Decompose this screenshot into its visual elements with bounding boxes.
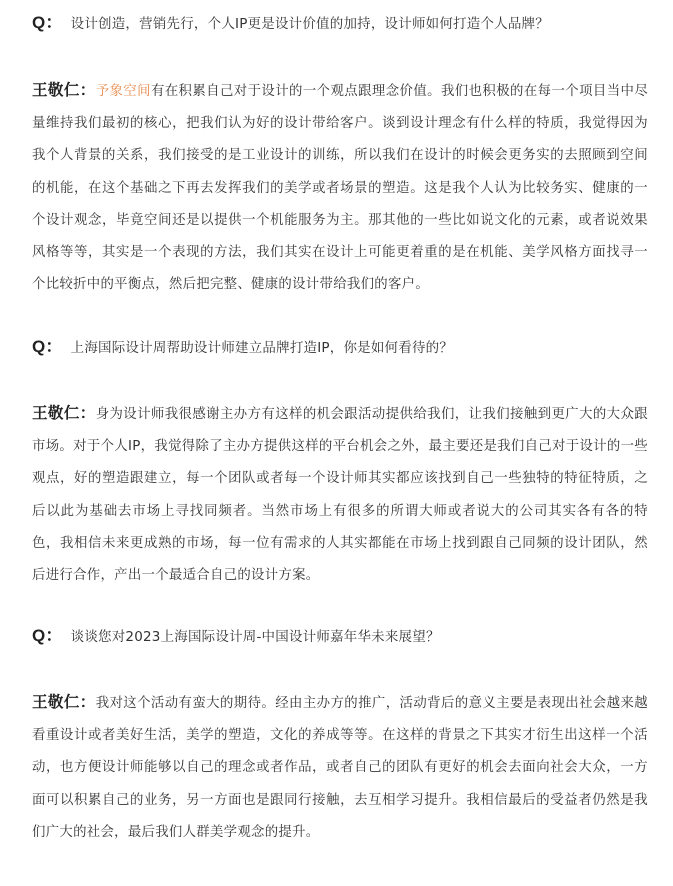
question-marker: Q： — [32, 337, 63, 356]
studio-name-highlight: 予象空间 — [95, 84, 151, 99]
speaker-label: 王敬仁： — [32, 693, 96, 711]
speaker-label: 王敬仁： — [32, 404, 96, 422]
answer-3 — [32, 686, 648, 849]
question-marker: Q： — [32, 13, 63, 32]
answer-1-text: 有在积累自己对于设计的一个观点跟理念价值。我们也积极的在每一个项目当中尽量维持我们最初的核心，把我们认为好的设计带给客户。谈到设计理念有什么样的特质，我觉得因为我个人背景的关系，我们接受的是工业设计的训练，所以我们在设计的时候会更务实的去照顾到空间的机能，在这个基础之下再去发挥我们的美学或者场景的塑造。这是我个人认为比较务实、健康的一个设计观念，毕竟空间还是以提供一个机能服务为主。那其他的一些比如说文化的元素，或者说效果风格等等，其实是一个表现的方法，我们其实在设计上可能更着重的是在机能、美学风格方面找寻一个比较折中的平衡点，然后把完整、健康的设计带给我们的客户。 — [32, 84, 649, 293]
question-3 — [32, 626, 648, 647]
answer-2-text: 身为设计师我很感谢主办方有这样的机会跟活动提供给我们，让我们接触到更广大的大众跟市场。对于个人IP，我觉得除了主办方提供这样的平台机会之外，最主要还是我们自己对于设计的一些观点，好的塑造跟建立，每一个团队或者每一个设计师其实都应该找到自己一些独特的特征特质，之后以此为基础去市场上寻找同频者。当然市场上有很多的所谓大师或者说大的公司其实各有各的特色，我相信未来更成熟的市场，每一位有需求的人其实都能在市场上找到跟自己同频的设计团队，然后进行合作，产出一个最适合自己的设计方案。 — [32, 407, 648, 584]
question-marker: Q： — [32, 626, 63, 645]
question-1-text: 设计创造，营销先行，个人IP更是设计价值的加持，设计师如何打造个人品牌？ — [70, 16, 549, 32]
answer-2 — [32, 397, 648, 592]
question-2-text: 上海国际设计周帮助设计师建立品牌打造IP，你是如何看待的？ — [70, 340, 454, 356]
answer-3-text: 我对这个活动有蛮大的期待。经由主办方的推广，活动背后的意义主要是表现出社会越来越看重设计或者美好生活，美学的塑造，文化的养成等等。在这样的背景之下其实才衍生出这样一个活动，也方便设计师能够以自己的理念或者作品，或者自己的团队有更好的机会去面向社会大众，一方面可以积累自己的业务，另一方面也是跟同行接触，去互相学习提升。我相信最后的受益者仍然是我们广大的社会，最后我们人群美学观念的提升。 — [32, 696, 648, 840]
question-3-text: 谈谈您对2023上海国际设计周-中国设计师嘉年华未来展望？ — [70, 629, 440, 645]
answer-1 — [32, 74, 648, 301]
speaker-label: 王敬仁： — [32, 81, 96, 99]
question-2 — [32, 337, 648, 358]
question-1 — [32, 13, 648, 34]
